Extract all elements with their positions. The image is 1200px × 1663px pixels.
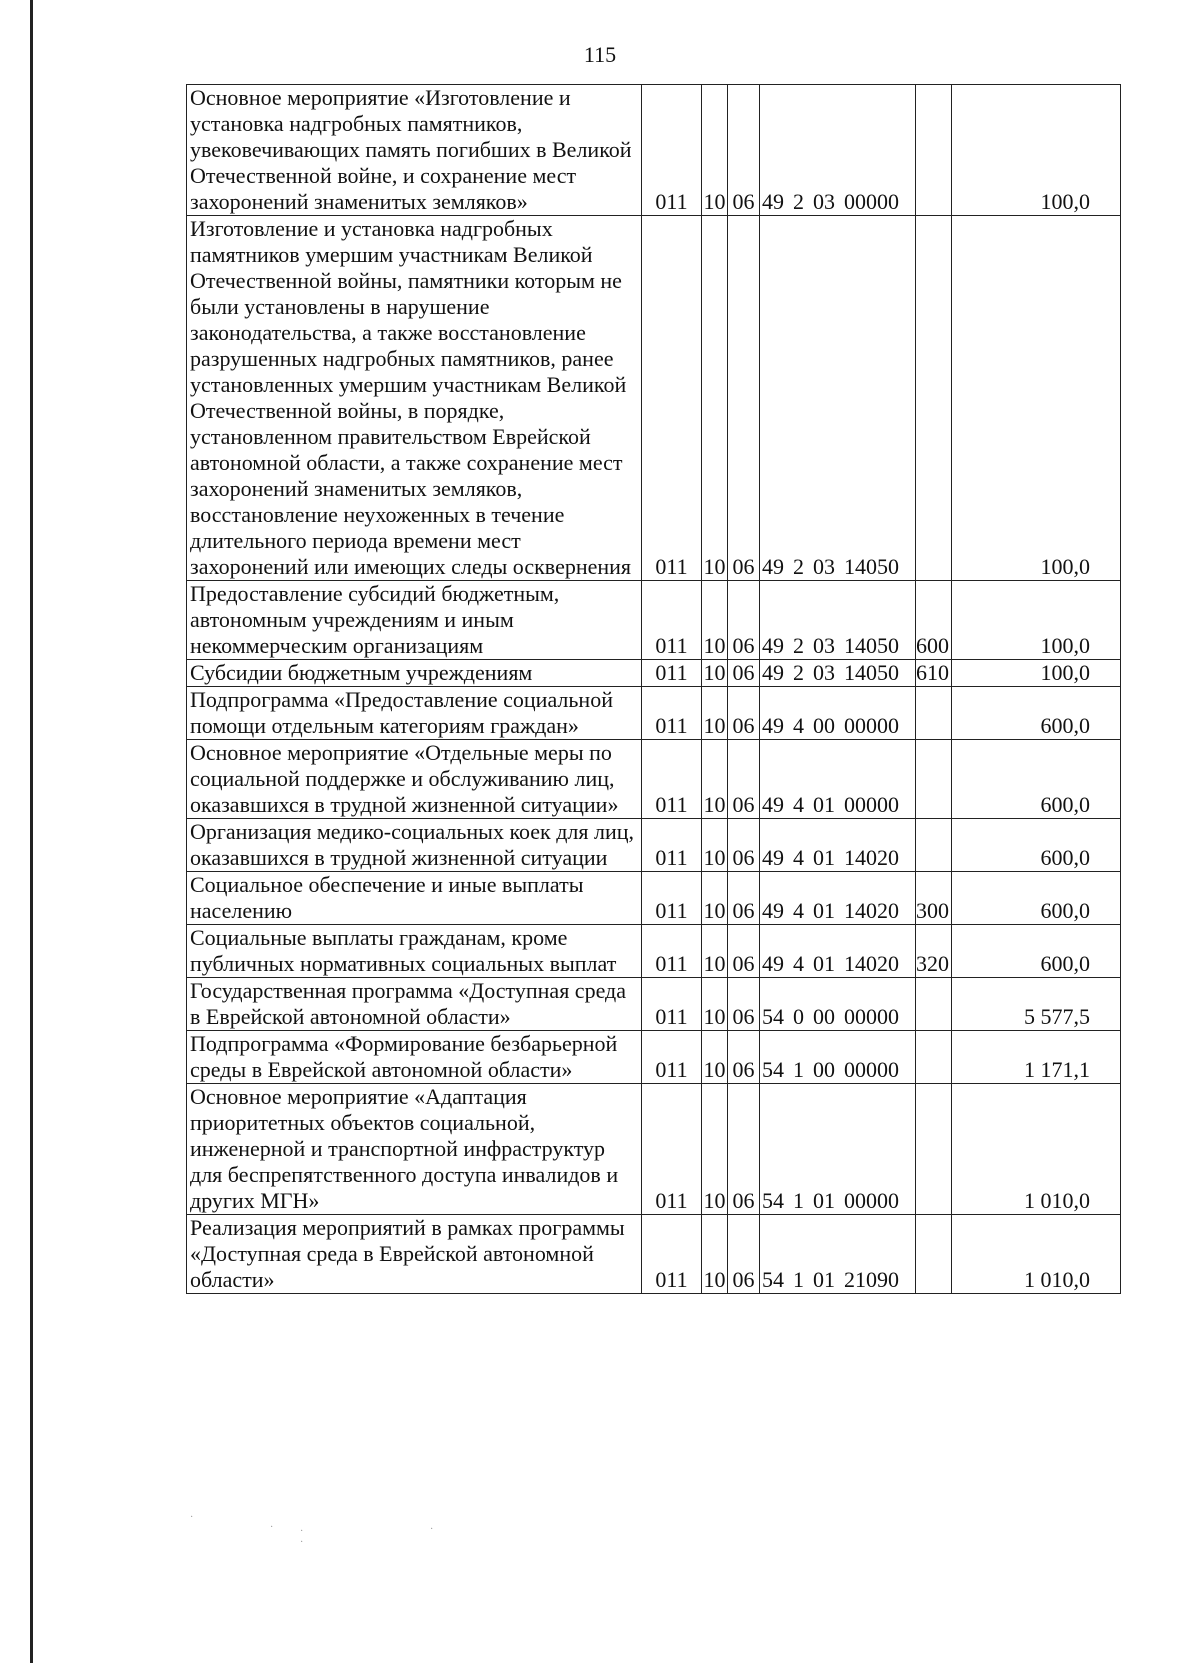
csr-part: 49 (762, 898, 784, 923)
csr-part: 03 (813, 189, 835, 214)
csr-part: 01 (813, 1267, 835, 1292)
csr-part: 00000 (844, 1004, 899, 1029)
row-rz-code: 10 (702, 872, 728, 925)
row-rz-code: 10 (702, 581, 728, 660)
row-sum: 600,0 (952, 687, 1121, 740)
table-row (187, 925, 1121, 978)
row-sum: 600,0 (952, 819, 1121, 872)
left-margin-line (30, 0, 33, 1663)
row-csr-code (760, 740, 916, 819)
row-name: Подпрограмма «Предоставление социальной помощи отдельным категориям граждан» (187, 687, 642, 740)
row-vr-code (916, 819, 952, 872)
row-pr-code: 06 (728, 925, 760, 978)
row-csr-code (760, 1084, 916, 1215)
table-row (187, 1084, 1121, 1215)
page-number: 115 (583, 42, 617, 67)
row-csr-code (760, 581, 916, 660)
row-vr-code (916, 216, 952, 581)
row-gr-code: 011 (642, 216, 702, 581)
row-gr-code: 011 (642, 581, 702, 660)
csr-part: 00000 (844, 792, 899, 817)
row-sum: 100,0 (952, 216, 1121, 581)
csr-part: 00000 (844, 1057, 899, 1082)
row-gr-code: 011 (642, 1031, 702, 1084)
row-rz-code: 10 (702, 925, 728, 978)
table-row (187, 1031, 1121, 1084)
row-gr-code: 011 (642, 925, 702, 978)
table-row (187, 740, 1121, 819)
row-pr-code: 06 (728, 581, 760, 660)
row-csr-code (760, 660, 916, 687)
row-sum: 100,0 (952, 85, 1121, 216)
csr-part: 0 (793, 1004, 804, 1029)
row-gr-code: 011 (642, 819, 702, 872)
row-gr-code: 011 (642, 872, 702, 925)
row-vr-code (916, 740, 952, 819)
row-rz-code: 10 (702, 1215, 728, 1294)
row-vr-code: 610 (916, 660, 952, 687)
row-csr-code (760, 819, 916, 872)
csr-part: 49 (762, 713, 784, 738)
row-rz-code: 10 (702, 85, 728, 216)
row-sum: 600,0 (952, 740, 1121, 819)
row-name: Субсидии бюджетным учреждениям (187, 660, 642, 687)
row-sum: 1 010,0 (952, 1215, 1121, 1294)
csr-part: 49 (762, 792, 784, 817)
csr-part: 49 (762, 554, 784, 579)
row-name: Изготовление и установка надгробных памятников умершим участникам Великой Отечественной войны, памятники которым не были установлены в нарушение законодательства, а также восстановление разрушенных надгробных памятников, ранее установленных умершим участникам Великой Отечественной войны, в порядке, установленном правительством Еврейской автономной области, а также сохранение мест захоронений знаменитых земляков, восстановление неухоженных в течение длительного периода времени мест захоронений или имеющих следы осквернения (187, 216, 642, 581)
csr-part: 21090 (844, 1267, 899, 1292)
row-rz-code: 10 (702, 216, 728, 581)
row-name: Основное мероприятие «Изготовление и установка надгробных памятников, увековечивающих память погибших в Великой Отечественной войне, и сохранение мест захоронений знаменитых земляков» (187, 85, 642, 216)
row-name: Организация медико-социальных коек для лиц, оказавшихся в трудной жизненной ситуации (187, 819, 642, 872)
csr-part: 4 (793, 792, 804, 817)
csr-part: 00 (813, 1057, 835, 1082)
table-row (187, 1215, 1121, 1294)
csr-part: 14050 (844, 554, 899, 579)
row-pr-code: 06 (728, 216, 760, 581)
row-sum: 100,0 (952, 660, 1121, 687)
row-pr-code: 06 (728, 819, 760, 872)
csr-part: 54 (762, 1004, 784, 1029)
row-name: Социальные выплаты гражданам, кроме публичных нормативных социальных выплат (187, 925, 642, 978)
row-rz-code: 10 (703, 660, 726, 685)
row-rz-code: 10 (702, 1031, 728, 1084)
row-rz-code: 10 (702, 687, 728, 740)
table-row (187, 660, 1121, 687)
row-name: Основное мероприятие «Адаптация приоритетных объектов социальной, инженерной и транспортной инфраструктур для беспрепятственного доступа инвалидов и других МГН» (187, 1084, 642, 1215)
csr-part: 54 (762, 1057, 784, 1082)
row-pr-code: 06 (728, 1031, 760, 1084)
table-row (187, 872, 1121, 925)
row-pr-code: 06 (728, 85, 760, 216)
csr-part: 01 (813, 898, 835, 923)
csr-part: 00000 (844, 713, 899, 738)
row-vr-code (916, 1215, 952, 1294)
csr-part: 2 (793, 189, 804, 214)
csr-part: 49 (762, 189, 784, 214)
csr-part: 49 (762, 633, 784, 658)
row-sum: 600,0 (952, 872, 1121, 925)
row-csr-code (760, 1031, 916, 1084)
row-vr-code (916, 978, 952, 1031)
row-name: Социальное обеспечение и иные выплаты населению (187, 872, 642, 925)
row-csr-code (760, 687, 916, 740)
csr-part: 2 (793, 554, 804, 579)
row-name: Основное мероприятие «Отдельные меры по социальной поддержке и обслуживанию лиц, оказавшихся в трудной жизненной ситуации» (187, 740, 642, 819)
row-csr-code (760, 872, 916, 925)
row-rz-code: 10 (702, 1084, 728, 1215)
csr-part: 1 (793, 1188, 804, 1213)
row-vr-code (916, 1031, 952, 1084)
csr-part: 4 (793, 898, 804, 923)
row-pr-code: 06 (728, 978, 760, 1031)
row-gr-code: 011 (642, 1084, 702, 1215)
row-sum: 1 171,1 (952, 1031, 1121, 1084)
row-sum: 100,0 (952, 581, 1121, 660)
row-vr-code (916, 85, 952, 216)
row-gr-code: 011 (642, 978, 702, 1031)
csr-part: 2 (793, 633, 804, 658)
row-gr-code: 011 (642, 660, 702, 687)
table-row (187, 819, 1121, 872)
csr-part: 14050 (844, 633, 899, 658)
row-name: Подпрограмма «Формирование безбарьерной среды в Еврейской автономной области» (187, 1031, 642, 1084)
row-gr-code: 011 (642, 687, 702, 740)
row-pr-code: 06 (728, 1084, 760, 1215)
row-gr-code: 011 (642, 1215, 702, 1294)
row-csr-code (760, 978, 916, 1031)
csr-part: 14020 (844, 845, 899, 870)
row-vr-code: 600 (916, 581, 952, 660)
row-gr-code: 011 (642, 85, 702, 216)
csr-part: 00000 (844, 189, 899, 214)
csr-part: 4 (793, 713, 804, 738)
table-row (187, 978, 1121, 1031)
csr-part: 4 (793, 845, 804, 870)
row-csr-code (760, 85, 916, 216)
row-csr-code (760, 216, 916, 581)
row-gr-code: 011 (642, 740, 702, 819)
row-pr-code: 06 (728, 872, 760, 925)
row-name: Государственная программа «Доступная среда в Еврейской автономной области» (187, 978, 642, 1031)
row-pr-code: 06 (728, 660, 760, 687)
row-vr-code (916, 1084, 952, 1215)
row-rz-code: 10 (702, 978, 728, 1031)
csr-part: 03 (813, 554, 835, 579)
csr-part: 01 (813, 845, 835, 870)
row-sum: 1 010,0 (952, 1084, 1121, 1215)
row-name: Предоставление субсидий бюджетным, автономным учреждениям и иным некоммерческим организациям (187, 581, 642, 660)
row-vr-code (916, 687, 952, 740)
row-pr-code: 06 (728, 687, 760, 740)
csr-part: 03 (813, 633, 835, 658)
csr-part: 00 (813, 713, 835, 738)
row-sum: 600,0 (952, 925, 1121, 978)
csr-part: 01 (813, 1188, 835, 1213)
row-vr-code: 320 (916, 925, 952, 978)
csr-part: 1 (793, 1267, 804, 1292)
csr-part: 54 (762, 1267, 784, 1292)
csr-part: 2 (793, 660, 804, 685)
row-name: Реализация мероприятий в рамках программы «Доступная среда в Еврейской автономной области» (187, 1215, 642, 1294)
row-csr-code (760, 1215, 916, 1294)
csr-part: 00 (813, 1004, 835, 1029)
row-sum: 5 577,5 (952, 978, 1121, 1031)
csr-part: 1 (793, 1057, 804, 1082)
row-rz-code: 10 (702, 819, 728, 872)
csr-part: 49 (762, 845, 784, 870)
table-row (187, 216, 1121, 581)
csr-part: 03 (813, 660, 835, 685)
row-csr-code (760, 925, 916, 978)
row-rz-code: 10 (702, 740, 728, 819)
csr-part: 49 (762, 951, 784, 976)
csr-part: 01 (813, 951, 835, 976)
csr-part: 14020 (844, 951, 899, 976)
csr-part: 14020 (844, 898, 899, 923)
row-vr-code: 300 (916, 872, 952, 925)
budget-table (186, 84, 1121, 1294)
csr-part: 14050 (844, 660, 899, 685)
csr-part: 54 (762, 1188, 784, 1213)
csr-part: 00000 (844, 1188, 899, 1213)
budget-table-body (187, 85, 1121, 1294)
csr-part: 01 (813, 792, 835, 817)
csr-part: 4 (793, 951, 804, 976)
table-row (187, 85, 1121, 216)
csr-part: 49 (762, 660, 784, 685)
table-row (187, 581, 1121, 660)
table-row (187, 687, 1121, 740)
row-pr-code: 06 (728, 740, 760, 819)
row-pr-code: 06 (728, 1215, 760, 1294)
